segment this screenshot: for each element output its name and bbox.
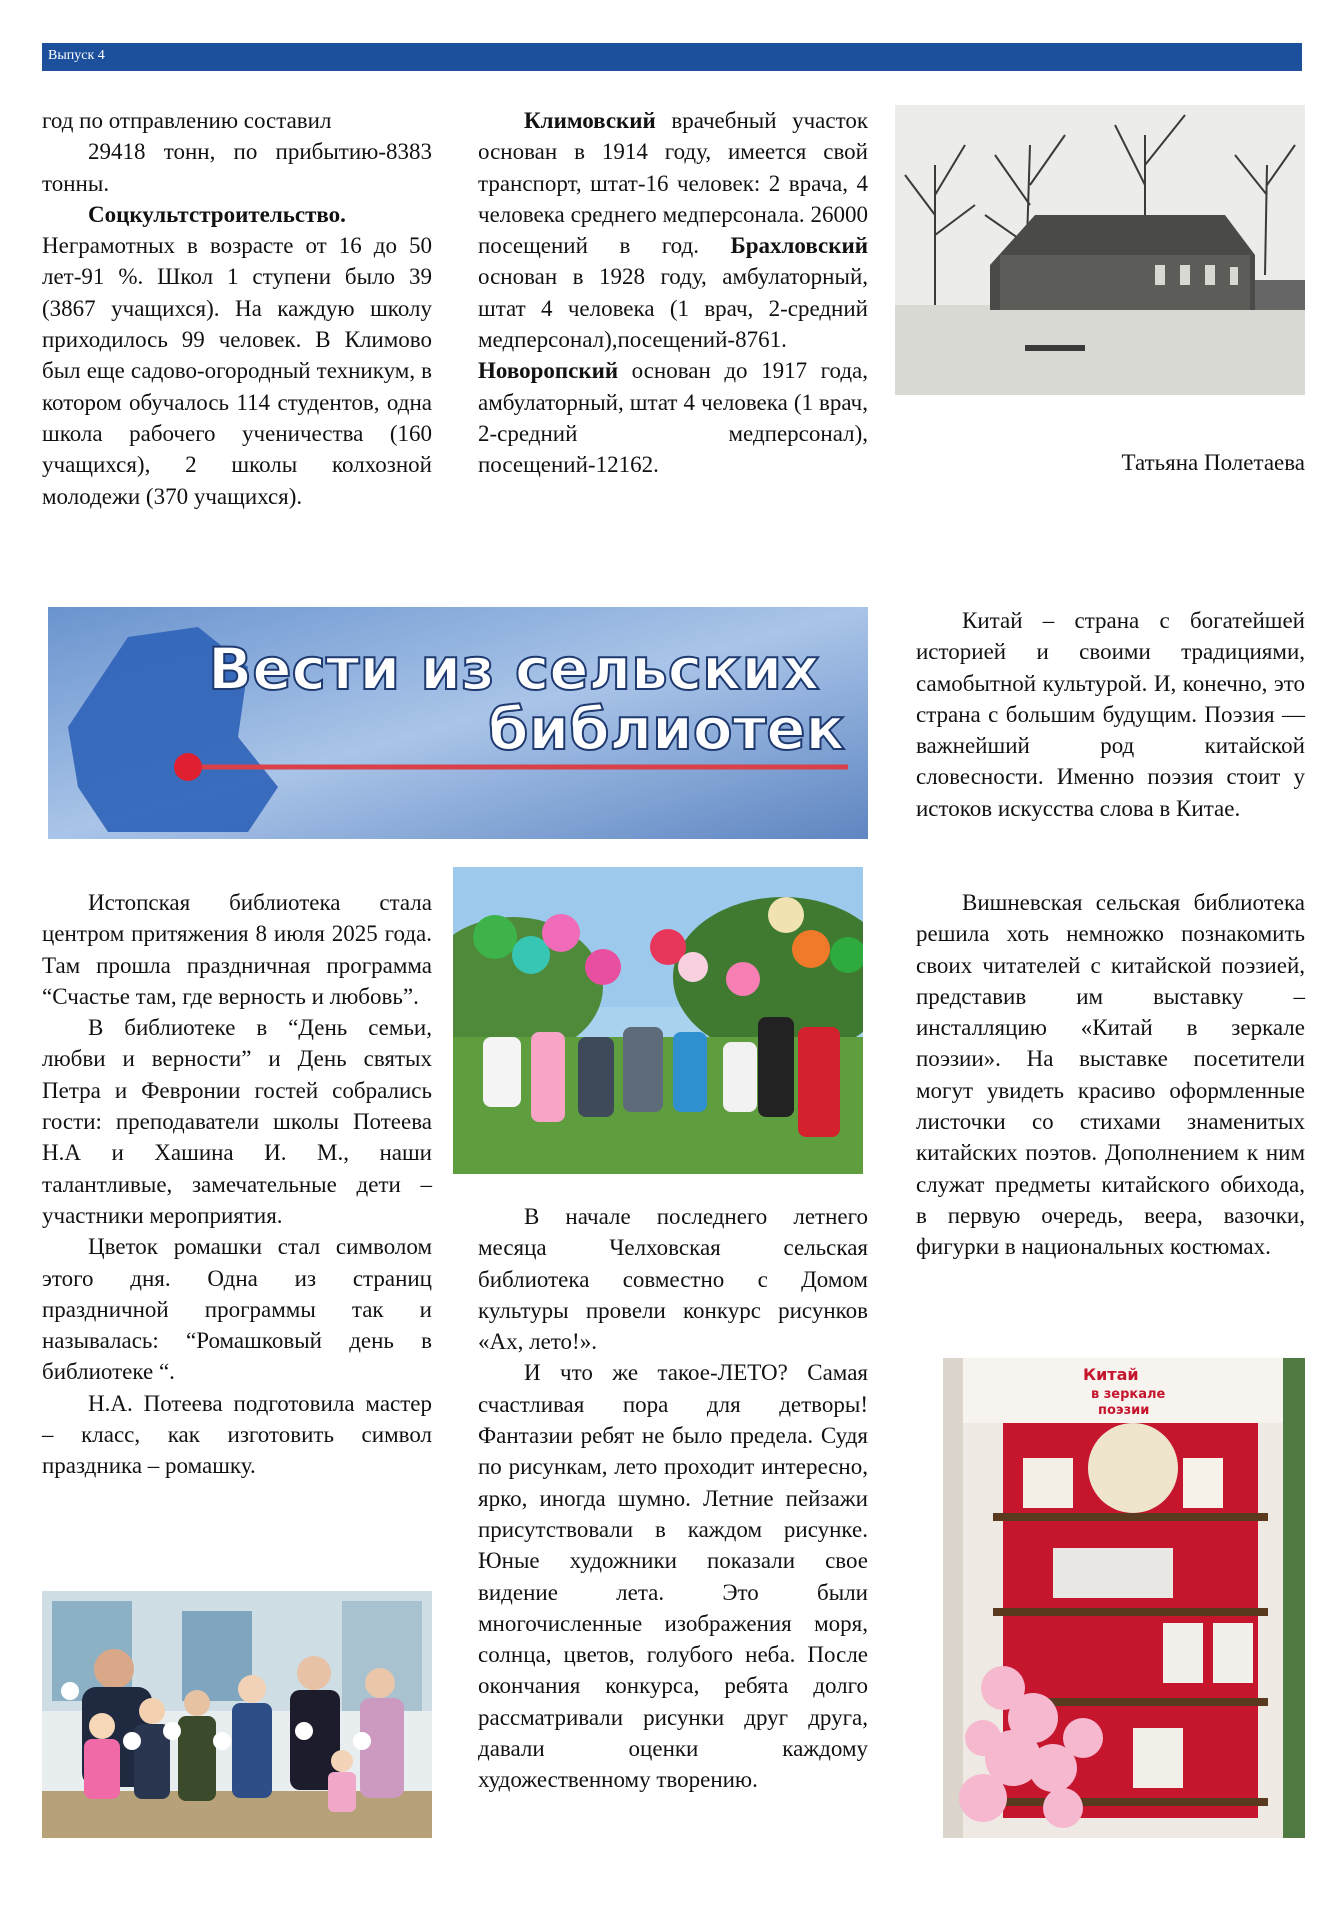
exhibit-sign-line2: в зеркале: [1091, 1387, 1166, 1402]
paragraph: В начале последнего летнего месяца Челховская сельская библиотека совместно с Домом культуры провели конкурс рисунков «Ах, лето!».: [478, 1204, 868, 1355]
paragraph: Вишневская сельская библиотека решила хоть немножко познакомить своих читателей с китайской поэзией, представив им выставку – инсталляцию «Китай в зеркале поэзии». На выставке посетители могут увидеть красиво оформленные листочки со стихами знаменитых китайских поэтов. Дополнением к ним служат предметы китайского обихода, в первую очередь, веера, вазочки, фигурки в национальных костюмах.: [916, 890, 1305, 1260]
china-exhibition-photo: [943, 1358, 1305, 1838]
paragraph: Н.А. Потеева подготовила мастер – класс, как изготовить символ праздника – ромашку.: [42, 1390, 432, 1479]
paragraph: И что же такое-ЛЕТО? Самая счастливая пора для детворы! Фантазии ребят не было предела. Судя по рисункам, лето проходит интересно, ярко, иногда шумно. Летние пейзажи присутствовали в каждом рисунке. Юные художники показали свое видение лета. Это были многочисленные изображения моря, солнца, цветов, голубого неба. После окончания конкурса, ребята долго рассматривали рисунки друг друга, давали оценки каждому художественному творению.: [478, 1360, 868, 1793]
paragraph: год по отправлению составил: [42, 108, 332, 133]
historical-house-photo: [895, 105, 1305, 395]
paragraph: 29418 тонн, по прибытию-8383 тонны.: [42, 139, 432, 196]
banner-title-line2: библиотек: [488, 695, 845, 763]
paragraph: Неграмотных в возрасте от 16 до 50 лет-91 %. Школ 1 ступени было 39 (3867 учащихся). На каждую школу приходилось 99 человек. В Климово был еще садово-огородный техникум, в котором обучалось 114 студентов, одна школа рабочего ученичества (160 учащихся), 2 школы колхозной молодежи (370 учащихся).: [42, 233, 432, 509]
chamomile-day-photo: [42, 1591, 432, 1838]
paragraph: Китай – страна с богатейшей историей и своими традициями, самобытной культурой. И, конечно, это страна с большим будущим. Поэзия — важнейший род китайской словесности. Именно поэзия стоит у истоков искусства слова в Китае.: [916, 608, 1305, 821]
exhibit-sign-line3: поэзии: [1098, 1403, 1150, 1418]
rural-libraries-banner: [48, 607, 868, 839]
issue-label: Выпуск 4: [48, 48, 105, 63]
exhibit-sign-line1: Китай: [1083, 1365, 1139, 1384]
paragraph: Истопская библиотека стала центром притяжения 8 июля 2025 года. Там прошла праздничная программа “Счастье там, где верность и любовь”.: [42, 890, 432, 1009]
article-author: Татьяна Полетаева: [1121, 450, 1305, 475]
paragraph: В библиотеке в “День семьи, любви и верности” и День святых Петра и Февронии гостей собрались гости: преподаватели школы Потеева Н.А и Хашина И. М., наши талантливые, замечательные дети – участники мероприятия.: [42, 1015, 432, 1228]
banner-title-line1: Вести из сельских: [208, 635, 820, 703]
issue-header-bar: [42, 43, 1302, 71]
children-balloons-photo: [453, 867, 863, 1174]
vishnev-article: [916, 887, 1305, 1263]
column-1-text: [42, 105, 432, 512]
section-heading: Соцкультстроительство.: [88, 201, 346, 227]
paragraph: Климовский врачебный участок основан в 1914 году, имеется свой транспорт, штат-16 человек: 2 врача, 4 человека среднего медперсонала. 26000 посещений в год. Брахловский основан в 1928 году, амбулаторный, штат 4 человека (1 врач, 2-средний медперсонал),посещений-8761. Новоропский основан до 1917 года, амбулаторный, штат 4 человека (1 врач, 2-средний медперсонал), посещений-12162.: [478, 108, 868, 478]
china-intro-text: [916, 605, 1305, 824]
paragraph: Цветок ромашки стал символом этого дня. Одна из страниц праздничной программы так и называлась: “Ромашковый день в библиотеке “.: [42, 1234, 432, 1385]
chelhov-article: [478, 1201, 868, 1796]
column-2-text: [478, 105, 868, 481]
istopsk-article: [42, 887, 432, 1482]
